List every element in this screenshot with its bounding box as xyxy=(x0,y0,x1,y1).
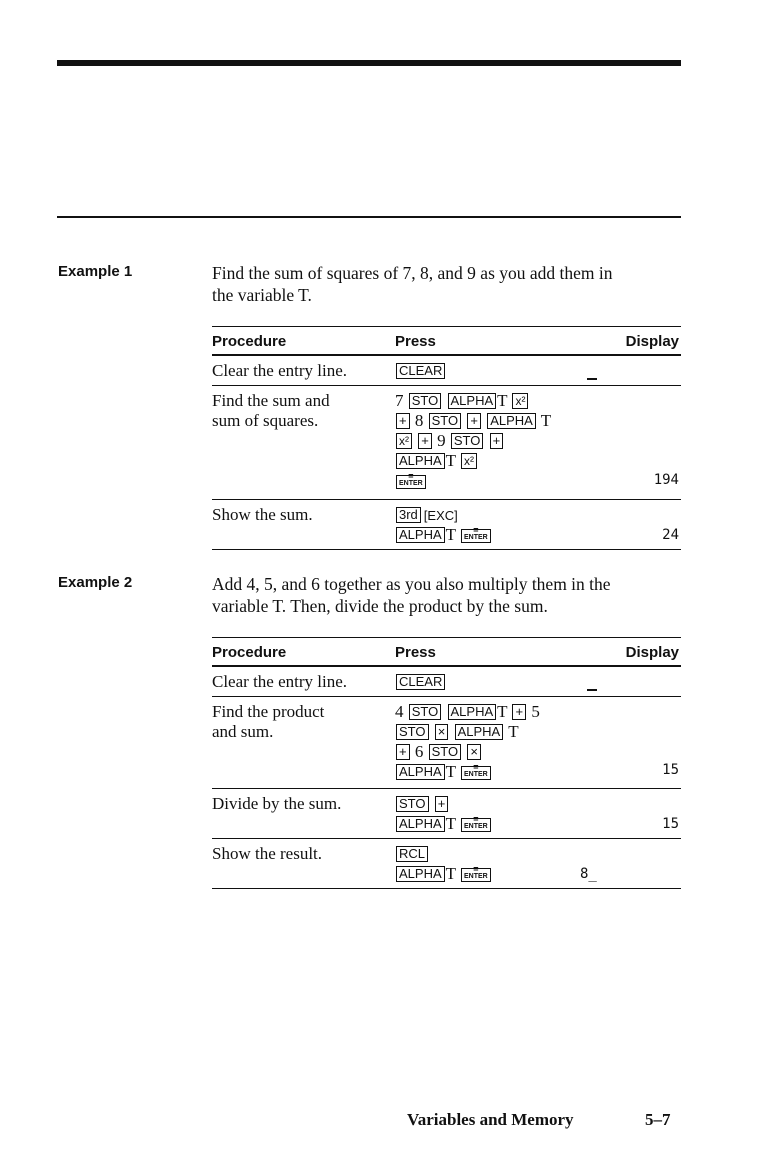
page-number: 5–7 xyxy=(645,1110,671,1129)
plus-key: + xyxy=(418,433,432,449)
display-value: 15 xyxy=(662,816,679,832)
example-2-table xyxy=(212,637,681,889)
intro-line: Add 4, 5, and 6 together as you also multiply them in the xyxy=(212,574,611,594)
display-header: Display xyxy=(625,333,679,350)
clear-key: CLEAR xyxy=(396,674,445,690)
table-row xyxy=(212,356,681,386)
table-row xyxy=(212,697,681,789)
x-squared-key: x² xyxy=(461,453,477,469)
table-row xyxy=(212,386,681,500)
enter-key: = ENTER xyxy=(461,818,491,832)
procedure-cell xyxy=(212,702,392,742)
enter-key: = ENTER xyxy=(461,766,491,780)
procedure-cell xyxy=(212,794,392,814)
variable-t: T xyxy=(445,762,456,781)
plus-key: + xyxy=(396,744,410,760)
procedure-text: sum of squares. xyxy=(212,411,319,430)
top-rule xyxy=(57,60,681,66)
alpha-key: ALPHA xyxy=(396,816,445,832)
procedure-text: and sum. xyxy=(212,722,274,741)
plus-key: + xyxy=(512,704,526,720)
variable-t: T xyxy=(445,814,456,833)
plus-key: + xyxy=(490,433,504,449)
plus-key: + xyxy=(467,413,481,429)
press-cell xyxy=(395,672,446,692)
variable-t: T xyxy=(445,864,456,883)
variable-t: T xyxy=(445,451,456,470)
press-header: Press xyxy=(395,644,436,661)
procedure-text: Clear the entry line. xyxy=(212,361,348,380)
procedure-text: Clear the entry line. xyxy=(212,672,348,691)
procedure-cell xyxy=(212,391,392,431)
alpha-key: ALPHA xyxy=(396,527,445,543)
table-row xyxy=(212,839,681,889)
alpha-key: ALPHA xyxy=(396,764,445,780)
press-header: Press xyxy=(395,333,436,350)
alpha-key: ALPHA xyxy=(396,453,445,469)
procedure-text: Show the sum. xyxy=(212,505,313,524)
clear-key: CLEAR xyxy=(396,363,445,379)
sto-key: STO xyxy=(396,724,429,740)
example-2-intro xyxy=(212,573,682,617)
procedure-text: Find the sum and xyxy=(212,391,330,410)
plus-key: + xyxy=(396,413,410,429)
procedure-text: Find the product xyxy=(212,702,325,721)
enter-key: = ENTER xyxy=(461,868,491,882)
alpha-key: ALPHA xyxy=(448,393,497,409)
enter-key: = ENTER xyxy=(461,529,491,543)
variable-t: T xyxy=(497,391,508,410)
procedure-cell xyxy=(212,672,392,692)
example-1-label: Example 1 xyxy=(58,263,133,280)
times-key: × xyxy=(467,744,481,760)
procedure-header: Procedure xyxy=(212,333,287,350)
display-cursor xyxy=(587,689,597,691)
digit: 8 xyxy=(414,411,424,430)
sto-key: STO xyxy=(429,744,462,760)
procedure-header: Procedure xyxy=(212,644,287,661)
procedure-cell xyxy=(212,505,392,525)
alpha-key: ALPHA xyxy=(487,413,536,429)
table-row xyxy=(212,789,681,839)
table-header xyxy=(212,638,681,667)
intro-line: the variable T. xyxy=(212,285,312,305)
procedure-cell xyxy=(212,361,392,381)
footer-section-title: Variables and Memory xyxy=(407,1110,574,1129)
table-row xyxy=(212,667,681,697)
section-rule xyxy=(57,216,681,218)
display-value: 194 xyxy=(653,472,679,488)
procedure-text: Divide by the sum. xyxy=(212,794,342,813)
variable-t: T xyxy=(540,411,552,430)
alpha-key: ALPHA xyxy=(396,866,445,882)
table-header xyxy=(212,327,681,356)
procedure-text: Show the result. xyxy=(212,844,323,863)
variable-t: T xyxy=(445,525,456,544)
display-value: 15 xyxy=(662,762,679,778)
example-2-label: Example 2 xyxy=(58,574,133,591)
sto-key: STO xyxy=(409,704,442,720)
digit: 4 xyxy=(395,702,404,721)
times-key: × xyxy=(435,724,449,740)
third-key: 3rd xyxy=(396,507,421,523)
press-cell xyxy=(395,391,551,491)
example-1-table xyxy=(212,326,681,550)
enter-key: = ENTER xyxy=(396,475,426,489)
sto-key: STO xyxy=(451,433,484,449)
x-squared-key: x² xyxy=(396,433,412,449)
intro-line: variable T. Then, divide the product by the sum. xyxy=(212,596,548,616)
press-cell xyxy=(395,702,540,782)
sto-key: STO xyxy=(409,393,442,409)
sto-key: STO xyxy=(429,413,462,429)
x-squared-key: x² xyxy=(512,393,528,409)
rcl-key: RCL xyxy=(396,846,428,862)
display-value: 24 xyxy=(662,527,679,543)
intro-line: Find the sum of squares of 7, 8, and 9 as you add them in xyxy=(212,263,613,283)
press-cell xyxy=(395,844,492,884)
press-cell: 3rd [EXC] ALPHA T = ENTER xyxy=(395,505,492,545)
procedure-cell xyxy=(212,844,392,864)
variable-t: T xyxy=(497,702,508,721)
alpha-key: ALPHA xyxy=(448,704,497,720)
sto-key: STO xyxy=(396,796,429,812)
digit: 5 xyxy=(531,702,540,721)
press-cell xyxy=(395,361,446,381)
variable-t: T xyxy=(508,722,519,741)
press-cell xyxy=(395,794,492,834)
digit: 7 xyxy=(395,391,404,410)
table-row xyxy=(212,500,681,550)
alpha-key: ALPHA xyxy=(455,724,504,740)
display-header: Display xyxy=(625,644,679,661)
display-cursor xyxy=(587,378,597,380)
plus-key: + xyxy=(435,796,449,812)
digit: 6 xyxy=(414,742,424,761)
exc-function: EXC xyxy=(427,508,455,523)
example-1-intro xyxy=(212,262,682,306)
digit: 9 xyxy=(437,431,446,450)
display-value: 8_ xyxy=(580,866,597,882)
